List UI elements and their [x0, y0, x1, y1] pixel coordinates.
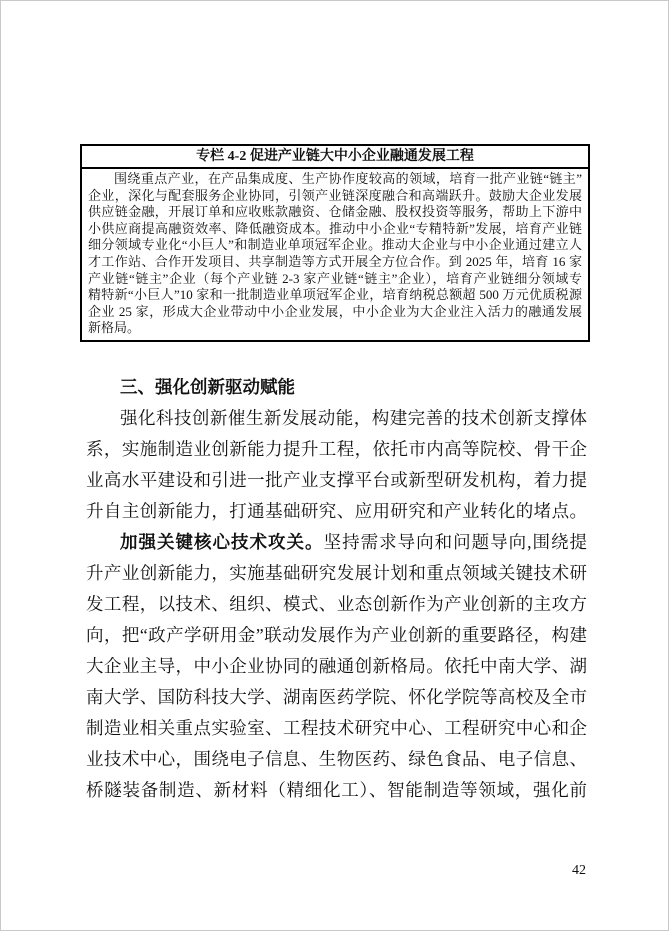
body-line — [86, 527, 587, 558]
body-line: 升自主创新能力，打通基础研究、应用研究和产业转化的堵点。 — [86, 501, 587, 521]
body-line: 大企业主导，中小企业协同的融通创新格局。依托中南大学、湖 — [86, 656, 587, 676]
body-line: 升产业创新能力，实施基础研究发展计划和重点领域关键技术研 — [86, 563, 587, 583]
body-line: 系，实施制造业创新能力提升工程，依托市内高等院校、骨干企 — [86, 439, 587, 459]
body-line: 业技术中心，围绕电子信息、生物医药、绿色食品、电子信息、 — [86, 749, 587, 769]
callout-line: 企业 25 家，形成大企业带动中小企业发展，中小企业为大企业注入活力的融通发展 — [88, 303, 582, 319]
paragraph-lead-bold: 加强关键核心技术攻关。 — [120, 532, 324, 552]
callout-line: 围绕重点产业，在产品集成度、生产协作度较高的领域，培育一批产业链“链主” — [114, 171, 582, 186]
body-line: 向，把“政产学研用金”联动发展作为产业创新的重要路径，构建 — [86, 625, 587, 645]
body-line: 桥隧装备制造、新材料（精细化工）、智能制造等领域，强化前 — [86, 780, 587, 800]
callout-line: 才工作站、合作开发项目、共享制造等方式开展全方位合作。到 2025 年，培育 16 家 — [88, 253, 582, 269]
callout-line: 精特新“小巨人”10 家和一批制造业单项冠军企业，培育纳税总额超 500 万元优质税源 — [88, 287, 582, 303]
body-line: 制造业相关重点实验室、工程技术研究中心、工程研究中心和企 — [86, 718, 587, 738]
callout-line: 细分领域专业化“小巨人”和制造业单项冠军企业。推动大企业与中小企业通过建立人 — [88, 237, 582, 253]
callout-line: 新格局。 — [88, 320, 141, 336]
body-line: 南大学、国防科技大学、湖南医药学院、怀化学院等高校及全市 — [86, 687, 587, 707]
main-text — [86, 372, 587, 806]
body-line: 发工程，以技术、组织、模式、业态创新作为产业创新的主攻方 — [86, 594, 587, 614]
page-number: 42 — [572, 863, 586, 878]
callout-title: 专栏 4-2 促进产业链大中小企业融通发展工程 — [82, 146, 588, 169]
body-line-text: 坚持需求导向和问题导向,围绕提 — [323, 532, 588, 552]
callout-line: 供应链金融，开展订单和应收账款融资、仓储金融、股权投资等服务，帮助上下游中 — [88, 204, 582, 220]
body-line: 强化科技创新催生新发展动能，构建完善的技术创新支撑体 — [120, 408, 587, 428]
callout-line: 企业，深化与配套服务企业协同，引领产业链深度融合和高端跃升。鼓励大企业发展 — [88, 187, 582, 203]
callout-body — [82, 169, 588, 340]
callout-line: 产业链“链主”企业（每个产业链 2-3 家产业链“链主”企业），培育产业链细分领域专 — [88, 270, 582, 286]
body-line: 业高水平建设和引进一批产业支撑平台或新型研发机构，着力提 — [86, 470, 587, 490]
callout-line: 小供应商提高融资效率、降低融资成本。推动中小企业“专精特新”发展，培育产业链 — [88, 220, 582, 236]
boxed-callout — [80, 144, 590, 342]
section-heading: 三、强化创新驱动赋能 — [120, 377, 295, 397]
